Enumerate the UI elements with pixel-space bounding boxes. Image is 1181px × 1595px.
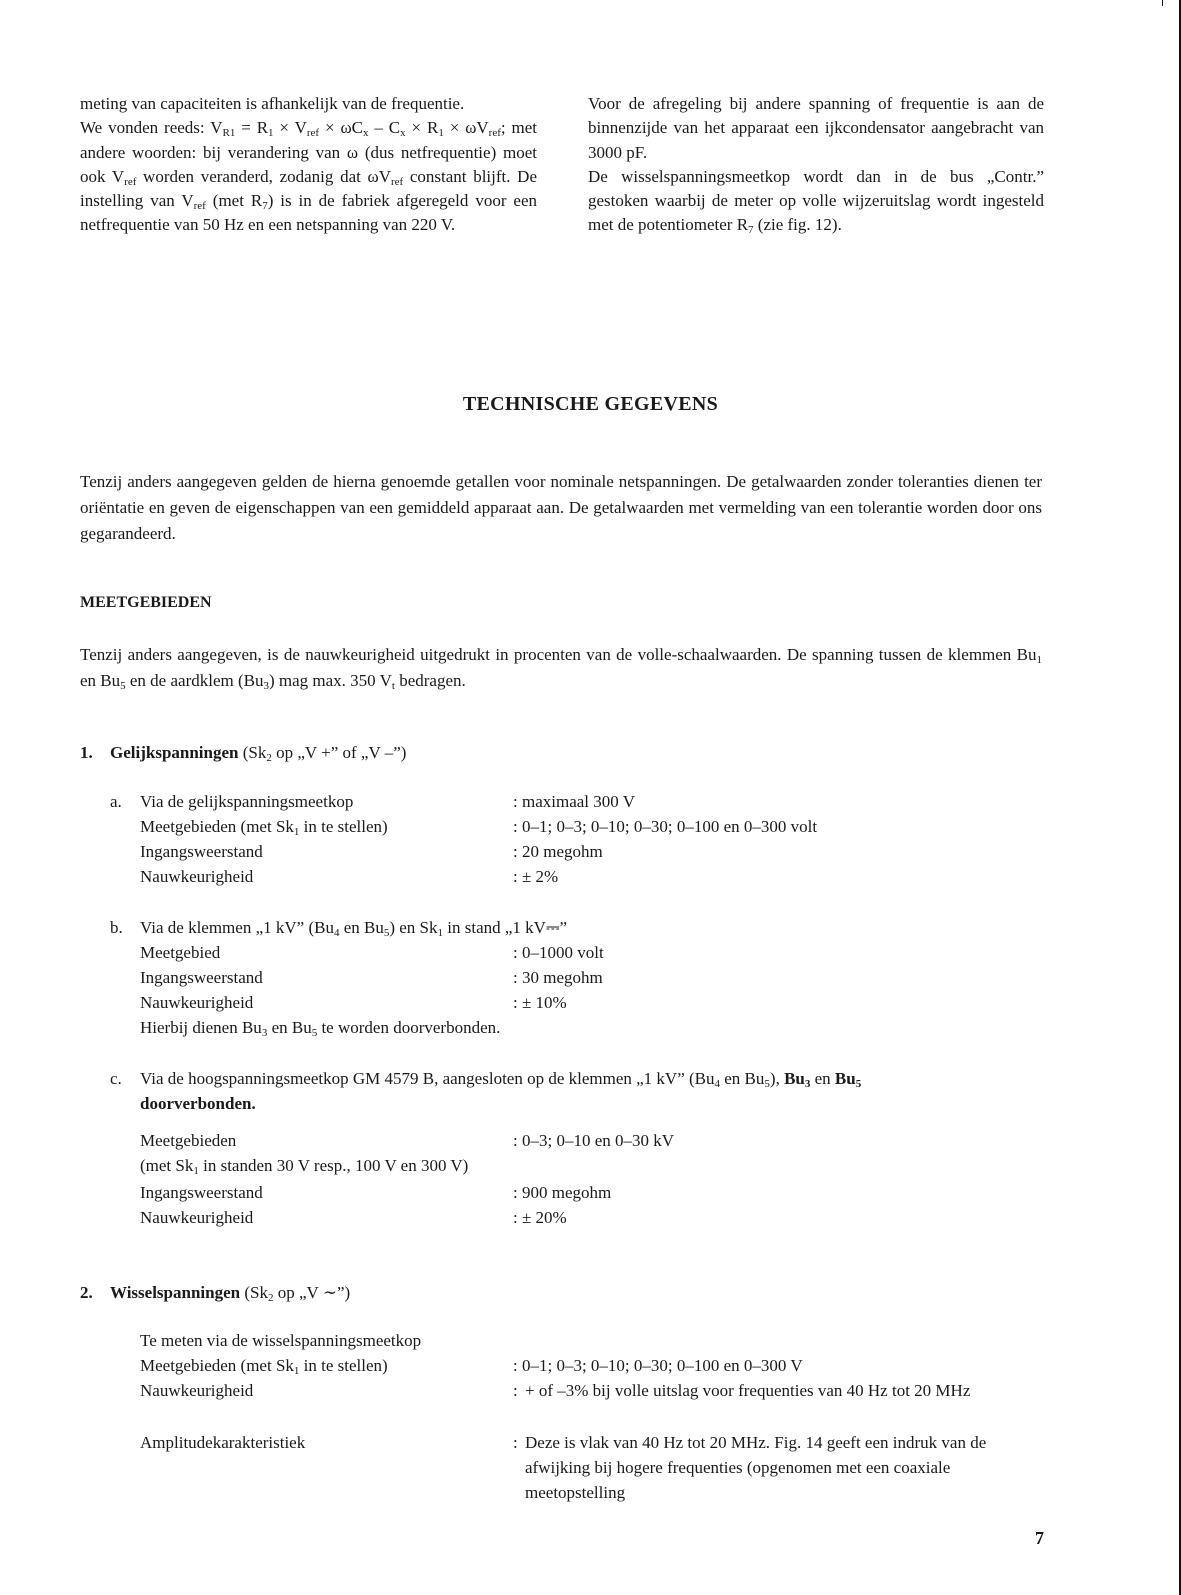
section-number: 1.: [80, 743, 93, 762]
text: Deze is vlak van 40 Hz tot 20 MHz. Fig. 14 geeft een indruk van de afwijking bij hogere frequenties (opgenomen met een coaxiale meetopstelling: [525, 1433, 987, 1502]
subscript: 3: [261, 1027, 268, 1039]
right-paragraph-2: [588, 165, 1044, 238]
subscript: 4: [714, 1078, 721, 1090]
colon: :: [513, 1381, 518, 1400]
right-paragraph-1: Voor de afregeling bij andere spanning of frequentie is aan de binnenzijde van het apparaat een ijkcondensator aangebracht van 3000 pF.: [588, 94, 1044, 162]
spec-label: Amplitudekarakteristiek: [140, 1433, 306, 1452]
spec-label: [140, 814, 388, 839]
text: in te stellen): [299, 1356, 388, 1375]
item-letter: a.: [110, 792, 122, 811]
text: op „V +” of „V –”): [271, 743, 407, 762]
spec-value: : 20 megohm: [513, 842, 603, 861]
note-text: [140, 1015, 500, 1040]
text: Bu: [834, 1069, 856, 1088]
spec-label: Via de gelijkspanningsmeetkop: [140, 792, 354, 811]
text: = R: [235, 118, 269, 138]
spec-label: Meetgebied: [140, 943, 221, 962]
text: Via de klemmen „1 kV” (Bu: [140, 918, 334, 937]
spec-value: : ± 2%: [513, 867, 559, 886]
spec-label: [140, 915, 567, 940]
text: Meetgebieden (met Sk: [140, 1356, 294, 1375]
spec-label: Te meten via de wisselspanningsmeetkop: [140, 1331, 422, 1350]
spec-label: [140, 1353, 388, 1378]
text: De wisselspanningsmeetkop wordt dan in de bus „Contr.” gestoken waarbij de meter op volle wijzeruitslag wordt ingesteld met de potentiometer R: [588, 166, 1044, 235]
section-name: Wisselspanningen: [110, 1283, 241, 1302]
spec-value: : 0–1000 volt: [513, 943, 604, 962]
spec-label: Ingangsweerstand: [140, 1183, 263, 1202]
text: op „V ∼”): [273, 1283, 351, 1302]
text: We vonden reeds: V: [80, 118, 223, 138]
text: – C: [368, 118, 401, 138]
subscript: 1: [438, 127, 444, 140]
subscript: 4: [333, 927, 340, 939]
spec-label: Nauwkeurigheid: [140, 1208, 254, 1227]
text: ),: [769, 1069, 785, 1088]
text: Hierbij dienen Bu: [140, 1018, 262, 1037]
section-name: Gelijkspanningen: [110, 743, 239, 762]
page-number: 7: [1035, 1528, 1044, 1548]
subscript: 3: [804, 1078, 811, 1090]
text: ) en Sk: [389, 918, 438, 937]
subscript: 2: [266, 752, 272, 764]
text: ; met andere woorden: bij verandering van ω (dus netfrequentie) moet ook V: [80, 118, 537, 186]
subscript: 7: [748, 224, 754, 237]
section-number: 2.: [80, 1283, 93, 1302]
text: × ωV: [443, 118, 489, 138]
text: in standen 30 V resp., 100 V en 300 V): [198, 1156, 469, 1175]
subscript: 5: [764, 1078, 770, 1090]
text: (Sk: [238, 743, 267, 762]
subscript: 1: [1036, 654, 1042, 666]
subscript: 1: [437, 927, 444, 939]
text: ) is in de fabriek afgeregeld voor een netfrequentie van 50 Hz en een netspanning van 220 V.: [80, 191, 537, 235]
page-edge-tick: [1162, 0, 1163, 6]
spec-value: [513, 1378, 1043, 1403]
section-2-heading: [80, 1283, 350, 1303]
text: bedragen.: [394, 671, 466, 690]
subscript: x: [400, 127, 406, 140]
subscript: R1: [222, 127, 236, 140]
page-title: TECHNISCHE GEGEVENS: [462, 393, 719, 415]
spec-label: Nauwkeurigheid: [140, 993, 254, 1012]
subscript: 5: [311, 1027, 318, 1039]
colon: :: [513, 1433, 518, 1452]
meetgebieden-heading: MEETGEBIEDEN: [80, 594, 212, 611]
spec-label: doorverbonden.: [140, 1094, 256, 1113]
subscript: 1: [193, 1165, 199, 1177]
text: Via de hoogspanningsmeetkop GM 4579 B, aangesloten op de klemmen „1 kV” (Bu: [140, 1069, 715, 1088]
text: × V: [273, 118, 307, 138]
spec-label: Nauwkeurigheid: [140, 1381, 254, 1400]
subscript: 5: [120, 680, 126, 692]
text: en Bu: [720, 1069, 765, 1088]
text: (Sk: [240, 1283, 268, 1302]
subscript: ref: [488, 127, 501, 140]
left-paragraph-2: [80, 116, 537, 237]
spec-value: : 30 megohm: [513, 968, 603, 987]
text: en: [810, 1069, 835, 1088]
text: (met Sk: [140, 1156, 194, 1175]
right-column: [588, 92, 1044, 238]
spec-value: : 0–3; 0–10 en 0–30 kV: [513, 1131, 675, 1150]
note-text: [140, 1153, 468, 1178]
text: Meetgebieden (met Sk: [140, 817, 294, 836]
subscript: 5: [383, 927, 390, 939]
text: en Bu: [339, 918, 384, 937]
text: (zie fig. 12).: [753, 215, 842, 235]
text: en de aardklem (Bu: [125, 671, 264, 690]
subscript: 5: [855, 1078, 862, 1090]
spec-value: : 900 megohm: [513, 1183, 612, 1202]
text: + of –3% bij volle uitslag voor frequenties van 40 Hz tot 20 MHz: [525, 1381, 971, 1400]
spec-label: Meetgebieden: [140, 1131, 237, 1150]
subscript: 1: [268, 127, 274, 140]
meetgebieden-intro: [80, 642, 1042, 694]
text: en Bu: [80, 671, 121, 690]
subscript: ref: [306, 127, 320, 140]
intro-paragraph: Tenzij anders aangegeven gelden de hierna genoemde getallen voor nominale netspanningen. De getalwaarden zonder toleranties dienen ter oriëntatie en geven de eigenschappen van een gemiddeld apparaat aan. De getalwaarden met vermelding van een tolerantie worden door ons gegarandeerd.: [80, 472, 1042, 543]
text: Tenzij anders aangegeven, is de nauwkeurigheid uitgedrukt in procenten van de volle-schaalwaarden. De spanning tussen de klemmen Bu: [80, 645, 1037, 664]
subscript: ref: [390, 175, 404, 188]
text: (met R: [205, 191, 263, 211]
item-letter: c.: [110, 1069, 122, 1088]
subscript: ref: [193, 200, 206, 213]
text: Bu: [784, 1069, 805, 1088]
spec-label: [140, 1066, 861, 1091]
spec-value: : 0–1; 0–3; 0–10; 0–30; 0–100 en 0–300 V: [513, 1356, 803, 1375]
spec-value: : 0–1; 0–3; 0–10; 0–30; 0–100 en 0–300 volt: [513, 817, 818, 836]
text: worden veranderd, zodanig dat ωV: [136, 166, 391, 186]
spec-label: Ingangsweerstand: [140, 842, 263, 861]
item-letter: b.: [110, 918, 123, 937]
subscript: 1: [293, 826, 300, 838]
subscript: t: [391, 680, 395, 692]
text: in stand „1 kV⎓”: [443, 918, 568, 937]
subscript: x: [363, 127, 369, 140]
spec-value: : ± 20%: [513, 1208, 567, 1227]
left-column: [80, 92, 537, 238]
spec-value: : maximaal 300 V: [513, 792, 635, 811]
text: te worden doorverbonden.: [317, 1018, 501, 1037]
text: in te stellen): [299, 817, 388, 836]
text: × R: [405, 118, 439, 138]
spec-value: : ± 10%: [513, 993, 567, 1012]
subscript: 3: [263, 680, 269, 692]
text: en Bu: [267, 1018, 312, 1037]
section-1-heading: [80, 743, 406, 763]
spec-label: Ingangsweerstand: [140, 968, 263, 987]
subscript: 2: [267, 1292, 274, 1304]
subscript: ref: [124, 175, 137, 188]
spec-value: [513, 1430, 1043, 1505]
subscript: 7: [262, 200, 268, 213]
text: ) mag max. 350 V: [268, 671, 392, 690]
subscript: 1: [293, 1365, 300, 1377]
text: constant blijft. De instelling van V: [80, 166, 537, 211]
left-paragraph-1: meting van capaciteiten is afhankelijk van de frequentie.: [80, 94, 465, 113]
text: × ωC: [319, 118, 363, 138]
spec-label: Nauwkeurigheid: [140, 867, 254, 886]
